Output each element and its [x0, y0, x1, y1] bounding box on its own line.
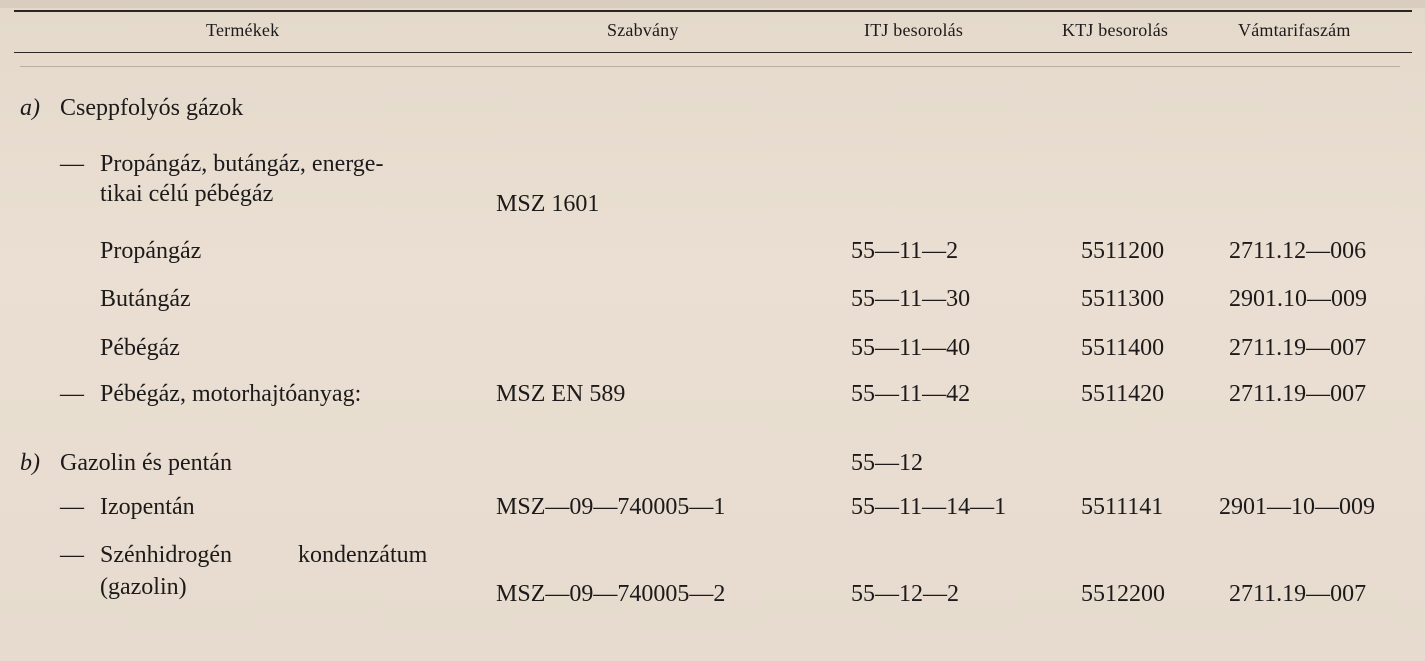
ktj-cell: 5511141 [1081, 494, 1164, 520]
product-name-line2: (gazolin) [100, 574, 187, 600]
product-name: Izopentán [100, 494, 195, 520]
vamtarifa-cell: 2901—10—009 [1219, 494, 1375, 520]
ktj-cell: 5511200 [1081, 238, 1165, 264]
header-shadow-rule [20, 66, 1400, 67]
product-name: Pébégáz [100, 335, 180, 361]
header-bottom-rule [14, 52, 1412, 53]
vamtarifa-cell: 2711.19—007 [1229, 581, 1367, 607]
vamtarifa-cell: 2711.12—006 [1229, 238, 1367, 264]
vamtarifa-cell: 2711.19—007 [1229, 381, 1367, 407]
product-name: Propángáz [100, 238, 202, 264]
standard-cell: MSZ EN 589 [496, 381, 626, 407]
row-dash: — [60, 151, 84, 177]
header-termekek: Termékek [206, 20, 280, 40]
header-szabvany: Szabvány [607, 20, 679, 40]
row-dash: — [60, 381, 84, 407]
header-vamtarifa: Vámtarifaszám [1238, 20, 1351, 40]
vamtarifa-cell: 2901.10—009 [1229, 286, 1367, 312]
section-b-marker: b) [20, 450, 40, 476]
header-ktj: KTJ besorolás [1062, 20, 1169, 40]
itj-cell: 55—11—30 [851, 286, 971, 312]
section-a-marker: a) [20, 95, 40, 121]
row-dash: — [60, 542, 84, 568]
header-itj: ITJ besorolás [864, 20, 964, 40]
ktj-cell: 5511400 [1081, 335, 1165, 361]
standard-cell: MSZ—09—740005—1 [496, 494, 726, 520]
standard-cell: MSZ 1601 [496, 191, 600, 217]
section-b-title: Gazolin és pentán [60, 450, 232, 476]
itj-cell: 55—12—2 [851, 581, 959, 607]
product-name: Pébégáz, motorhajtóanyag: [100, 381, 362, 407]
standard-cell: MSZ—09—740005—2 [496, 581, 726, 607]
product-name-line2: tikai célú pébégáz [100, 181, 274, 207]
ktj-cell: 5512200 [1081, 581, 1165, 607]
table-top-rule [14, 10, 1412, 12]
itj-cell: 55—11—2 [851, 238, 959, 264]
ktj-cell: 5511300 [1081, 286, 1165, 312]
itj-cell: 55—12 [851, 450, 923, 476]
product-name: Butángáz [100, 286, 191, 312]
ktj-cell: 5511420 [1081, 381, 1165, 407]
product-name-line1a: Szénhidrogén [100, 542, 232, 568]
itj-cell: 55—11—40 [851, 335, 971, 361]
product-name-line1: Propángáz, butángáz, energe- [100, 151, 384, 177]
itj-cell: 55—11—14—1 [851, 494, 1007, 520]
top-edge [0, 0, 1425, 8]
section-a-title: Cseppfolyós gázok [60, 95, 244, 121]
row-dash: — [60, 494, 84, 520]
itj-cell: 55—11—42 [851, 381, 971, 407]
vamtarifa-cell: 2711.19—007 [1229, 335, 1367, 361]
product-name-line1b: kondenzátum [298, 542, 428, 568]
